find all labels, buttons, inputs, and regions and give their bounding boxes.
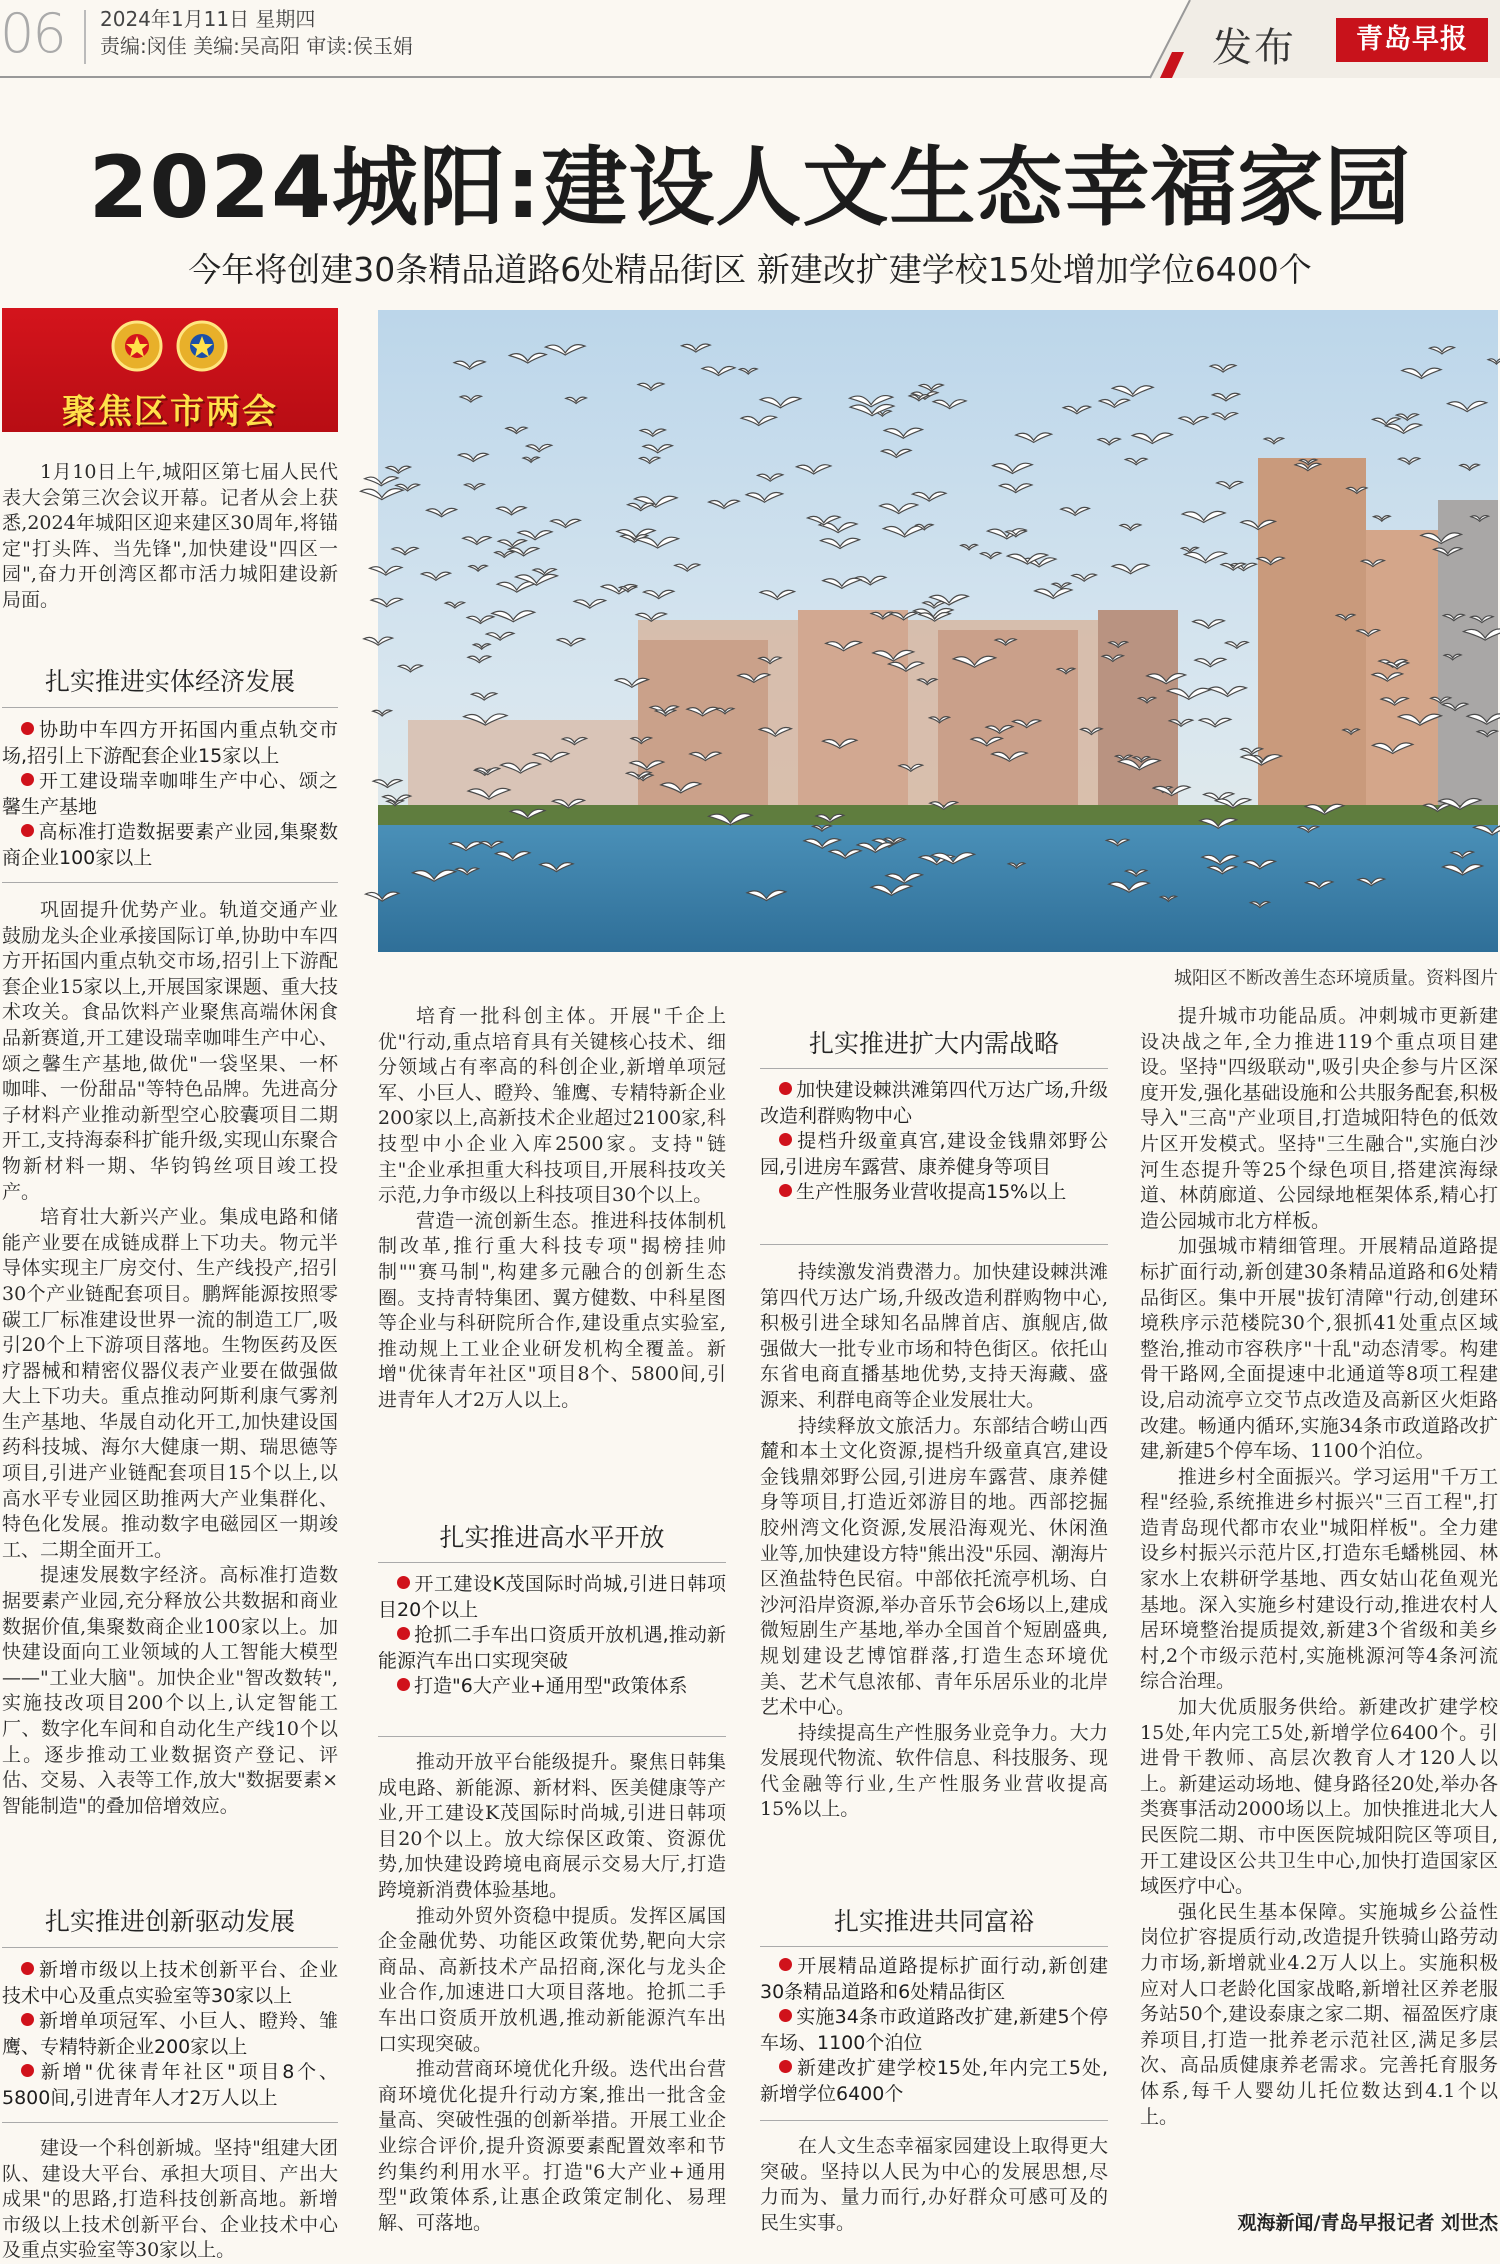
bullet-item: 新建改扩建学校15处,年内完工5处,新增学位6400个 xyxy=(760,2057,1108,2105)
bullet-dot-icon xyxy=(779,2009,792,2022)
section-divider xyxy=(760,2120,1108,2121)
section-bullets-common-prosperity xyxy=(760,1954,1108,2108)
lead-paragraph: 1月10日上午,城阳区第七届人民代表大会第三次会议开幕。记者从会上获悉,2024年城阳区迎来建区30周年,将锚定"打头阵、当先锋",加快建设"四区一园",奋力开创湾区都市活力城阳建设新局面。 xyxy=(2,461,338,611)
section-divider xyxy=(2,707,338,708)
subheadline: 今年将创建30条精品道路6处精品街区 新建改扩建学校15处增加学位6400个 xyxy=(188,250,1312,289)
bullet-dot-icon xyxy=(21,2064,34,2077)
bullet-item: 加快建设棘洪滩第四代万达广场,升级改造利群购物中心 xyxy=(760,1079,1108,1127)
bullet-item: 提档升级童真宫,建设金钱鼎郊野公园,引进房车露营、康养健身等项目 xyxy=(760,1130,1108,1178)
section-title-opening-up: 扎实推进高水平开放 xyxy=(439,1523,665,1552)
editors-line: 责编:闵佳 美编:吴高阳 审读:侯玉娟 xyxy=(100,34,413,58)
section-title-innovation: 扎实推进创新驱动发展 xyxy=(44,1907,295,1936)
section-title-domestic-demand: 扎实推进扩大内需战略 xyxy=(808,1029,1059,1058)
banner-text: 聚焦区市两会 xyxy=(62,392,278,432)
bullet-dot-icon xyxy=(21,1962,34,1975)
emblem-icon xyxy=(102,318,242,374)
section-body-opening-up: 推动开放平台能级提升。聚焦日韩集成电路、新能源、新材料、医美健康等产业,开工建设K茂国际时尚城,引进日韩项目20个以上。放大综保区政策、资源优势,加快建设跨境电商展示交易大厅,打造跨境新消费体验基地。 推动外贸外资稳中提质。发挥区属国企金融优势、功能区政策优势,靶向大宗商品、高新技术产品招商,深化与龙头企业合作,加速进口大项目落地。抢抓二手车出口资质开放机遇,推动新能源汽车出口实现突破。 推动营商环境优化升级。迭代出台营商环境优化提升行动方案,推出一批含金量高、突破性强的创新举措。开展工业企业综合评价,提升资源要素配置效率和节约集约利用水平。打造"6大产业+通用型"政策体系,让惠企政策定制化、易理解、可落地。 xyxy=(378,1751,726,2234)
bullet-item: 打造"6大产业+通用型"政策体系 xyxy=(378,1674,726,1700)
headline: 2024城阳:建设人文生态幸福家园 xyxy=(88,138,1412,238)
section-divider xyxy=(378,1562,726,1563)
photo-caption: 城阳区不断改善生态环境质量。资料图片 xyxy=(1174,968,1498,989)
bullet-item: 开工建设瑞幸咖啡生产中心、颂之馨生产基地 xyxy=(2,770,338,818)
section-title-common-prosperity: 扎实推进共同富裕 xyxy=(833,1907,1034,1936)
bullet-item: 新增"优徕青年社区"项目8个、5800间,引进青年人才2万人以上 xyxy=(2,2061,338,2109)
right-column-body: 提升城市功能品质。冲刺城市更新建设决战之年,全力推进119个重点项目建设。坚持"四级联动",吸引央企参与片区深度开发,强化基础设施和公共服务配套,积极导入"三高"产业项目,打造城阳特色的低效片区开发模式。坚持"三生融合",实施白沙河生态提升等25个绿色项目,搭建滨海绿道、林荫廊道、公园绿地框架体系,精心打造公园城市北方样板。 加强城市精细管理。开展精品道路提标扩面行动,新创建30条精品道路和6处精品街区。集中开展"拔钉清障"行动,创建环境秩序示范楼院30个,狠抓41处重点区域整治,推动市容秩序"十乱"动态清零。构建骨干路网,全面提速中北通道等8项工程建设,启动流亭立交节点改造及高新区火炬路改建。畅通内循环,实施34条市政道路改扩建,新建5个停车场、1100个泊位。 推进乡村全面振兴。学习运用"千万工程"经验,系统推进乡村振兴"三百工程",打造青岛现代都市农业"城阳样板"。全力建设乡村振兴示范片区,打造东毛蟠桃园、林家水上农耕研学基地、西女姑山花鱼观光基地。深入实施乡村建设行动,推进农村人居环境整治提质提效,新建3个省级和美乡村,2个市级示范村,实施桃源河等4条河流综合治理。 加大优质服务供给。新建改扩建学校15处,年内完工5处,新增学位6400个。引进骨干教师、高层次教育人才120人以上。新建运动场地、健身路径20处,举办各类赛事活动2000场以上。加快推进北大人民医院二期、市中医医院城阳院区等项目,开工建设区公共卫生中心,加快打造国家区域医疗中心。 强化民生基本保障。实施城乡公益性岗位扩容提质行动,改造提升铁骑山路劳动力市场,新增就业4.2万人以上。实施积极应对人口老龄化国家战略,新增社区养老服务站50个,建设泰康之家二期、福盈医疗康养项目,打造一批养老示范社区,满足多层次、高品质健康养老需求。完善托育服务体系,每千人婴幼儿托位数达到4.1个以上。 xyxy=(1140,1005,1498,2128)
bullet-item: 高标准打造数据要素产业园,集聚数商企业100家以上 xyxy=(2,821,338,869)
bullet-item: 开展精品道路提标扩面行动,新创建30条精品道路和6处精品街区 xyxy=(760,1955,1108,2003)
bullet-dot-icon xyxy=(21,773,34,786)
bullet-item: 抢抓二手车出口资质开放机遇,推动新能源汽车出口实现突破 xyxy=(378,1624,726,1672)
section-divider xyxy=(378,1736,726,1737)
section-bullets-innovation xyxy=(2,1958,338,2112)
section-divider xyxy=(760,1244,1108,1245)
section-body-innovation-cont: 培育一批科创主体。开展"千企上优"行动,重点培育具有关键核心技术、细分领域占有率高的科创企业,新增单项冠军、小巨人、瞪羚、雏鹰、专精特新企业200家以上,高新技术企业超过2100家,科技型中小企业入库2500家。支持"链主"企业承担重大科技项目,开展科技攻关示范,力争市级以上科技项目30个以上。 营造一流创新生态。推进科技体制机制改革,推行重大科技专项"揭榜挂帅制""赛马制",构建多元融合的创新生态圈。支持青特集团、翼方健数、中科星图等企业与科研院所合作,建设重点实验室,推动规上工业企业研发机构全覆盖。新增"优徕青年社区"项目8个、5800间,引进青年人才2万人以上。 xyxy=(378,1005,726,1411)
bullet-item: 新增单项冠军、小巨人、瞪羚、雏鹰、专精特新企业200家以上 xyxy=(2,2010,338,2058)
page-number: 06 xyxy=(0,2,65,65)
bullet-dot-icon xyxy=(21,2013,34,2026)
bullet-dot-icon xyxy=(779,1082,792,1095)
section-title-real-economy: 扎实推进实体经济发展 xyxy=(44,667,295,696)
two-sessions-banner xyxy=(2,308,338,432)
section-bullets-opening-up xyxy=(378,1572,726,1700)
section-divider xyxy=(760,1946,1108,1947)
bullet-dot-icon xyxy=(779,1133,792,1146)
bullet-dot-icon xyxy=(779,2060,792,2073)
bullet-item: 实施34条市政道路改扩建,新建5个停车场、1100个泊位 xyxy=(760,2006,1108,2054)
section-body-common-prosperity: 在人文生态幸福家园建设上取得更大突破。坚持以人民为中心的发展思想,尽力而为、量力而行,办好群众可感可及的民生实事。 xyxy=(760,2135,1108,2234)
section-divider xyxy=(2,2122,338,2123)
bullet-dot-icon xyxy=(21,722,34,735)
bullet-dot-icon xyxy=(779,1958,792,1971)
section-divider xyxy=(760,1068,1108,1069)
bullet-item: 新增市级以上技术创新平台、企业技术中心及重点实验室等30家以上 xyxy=(2,1959,338,2007)
section-bullets-domestic-demand xyxy=(760,1078,1108,1206)
bullet-item: 生产性服务业营收提高15%以上 xyxy=(760,1180,1108,1206)
bullet-dot-icon xyxy=(397,1576,410,1589)
byline: 观海新闻/青岛早报记者 刘世杰 xyxy=(1237,2212,1498,2234)
bullet-dot-icon xyxy=(397,1678,410,1691)
bullet-dot-icon xyxy=(779,1184,792,1197)
bullet-dot-icon xyxy=(21,824,34,837)
bullet-dot-icon xyxy=(397,1627,410,1640)
bullet-item: 协助中车四方开拓国内重点轨交市场,招引上下游配套企业15家以上 xyxy=(2,719,338,767)
newspaper-logo: 青岛早报 xyxy=(1336,18,1488,62)
section-label: 发布 xyxy=(1212,25,1296,71)
bullet-item: 开工建设K茂国际时尚城,引进日韩项目20个以上 xyxy=(378,1573,726,1621)
header-meta xyxy=(100,6,413,60)
section-bullets-real-economy xyxy=(2,718,338,872)
section-body-real-economy: 巩固提升优势产业。轨道交通产业鼓励龙头企业承接国际订单,协助中车四方开拓国内重点轨交市场,招引上下游配套企业15家以上,开展国家课题、重大技术攻关。食品饮料产业聚焦高端休闲食品新赛道,开工建设瑞幸咖啡生产中心、颂之馨生产基地,做优"一袋坚果、一杯咖啡、一份甜品"等特色品牌。先进高分子材料产业推动新型空心胶囊项目二期开工,支持海泰科扩能升级,实现山东聚合物新材料一期、华钧钨丝项目竣工投产。 培育壮大新兴产业。集成电路和储能产业要在成链成群上下功夫。物元半导体实现主厂房交付、生产线投产,招引30个产业链配套项目。鹏辉能源按照零碳工厂标准建设世界一流的制造工厂,吸引20个上下游项目落地。生物医药及医疗器械和精密仪器仪表产业要在做强做大上下功夫。重点推动阿斯利康气雾剂生产基地、华晟自动化开工,加快建设国药科技城、海尔大健康一期、瑞思德等项目,引进产业链配套项目15个以上,以高水平专业园区助推两大产业集群化、特色化发展。推动数字电磁园区一期竣工、二期全面开工。 提速发展数字经济。高标准打造数据要素产业园,充分释放公共数据和商业数据价值,集聚数商企业100家以上。加快建设面向工业领域的人工智能大模型——"工业大脑"。加快企业"智改数转",实施技改项目200个以上,认定智能工厂、数字化车间和自动化生产线10个以上。逐步推动工业数据资产登记、评估、交易、入表等工作,放大"数据要素×智能制造"的叠加倍增效应。 xyxy=(2,899,338,1817)
section-divider xyxy=(2,882,338,883)
section-divider xyxy=(2,1947,338,1948)
header-divider xyxy=(84,10,86,64)
birds-over-city-photo xyxy=(378,310,1498,952)
date-line: 2024年1月11日 星期四 xyxy=(100,7,316,31)
section-body-domestic-demand: 持续激发消费潜力。加快建设棘洪滩第四代万达广场,升级改造利群购物中心,积极引进全球知名品牌首店、旗舰店,做强做大一批专业市场和特色街区。依托山东省电商直播基地优势,支持天海藏、盛源来、利群电商等企业发展壮大。 持续释放文旅活力。东部结合崂山西麓和本土文化资源,提档升级童真宫,建设金钱鼎郊野公园,引进房车露营、康养健身等项目,打造近郊游目的地。西部挖掘胶州湾文化资源,发展沿海观光、休闲渔业等,加快建设方特"熊出没"乐园、潮海片区渔盐特色民宿。中部依托流亭机场、白沙河沿岸资源,举办音乐节会6场以上,建成微短剧生产基地,举办全国首个短剧盛典,规划建设艺博馆群落,打造生态环境优美、艺术气息浓郁、青年乐居乐业的北岸艺术中心。 持续提高生产性服务业竞争力。大力发展现代物流、软件信息、科技服务、现代金融等行业,生产性服务业营收提高15%以上。 xyxy=(760,1261,1108,1821)
section-body-innovation-start: 建设一个科创新城。坚持"组建大团队、建设大平台、承担大项目、产出大成果"的思路,打造科技创新高地。新增市级以上技术创新平台、企业技术中心及重点实验室等30家以上。 xyxy=(2,2137,338,2262)
